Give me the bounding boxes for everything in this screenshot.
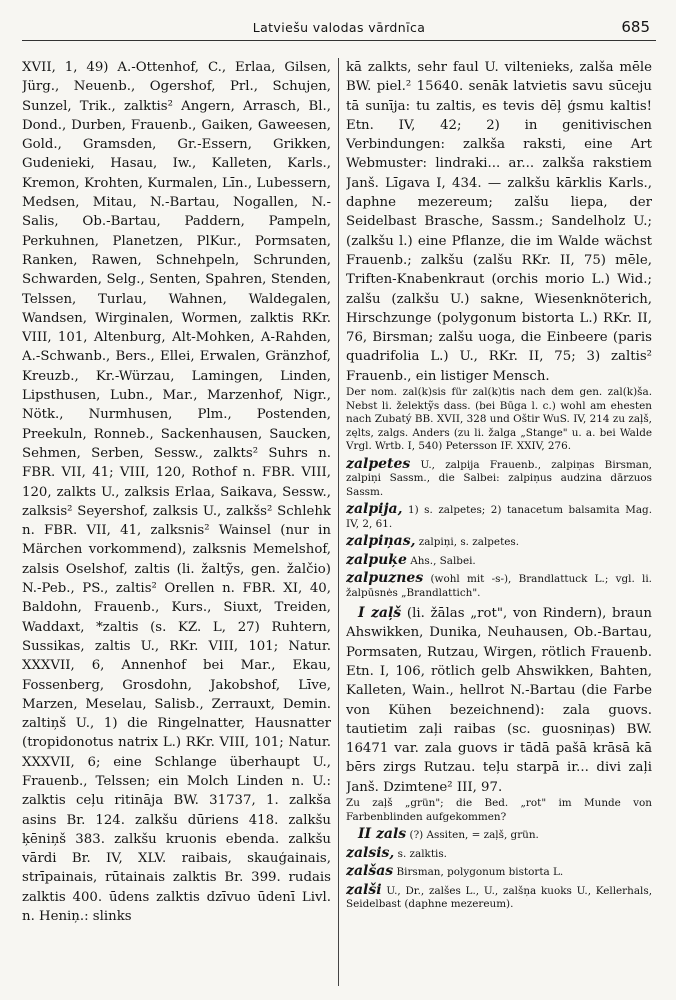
headword: zalšas [346, 863, 394, 880]
running-title: Latviešu valodas vārdnīca [252, 20, 426, 35]
entry-zalpuke [346, 551, 652, 569]
entry-zals-2 [346, 828, 652, 843]
entry-body: (wohl mit -s-), Brandlattuck L.; vgl. li. žalpūsnės „Brandlattich". [346, 573, 652, 599]
entry-zalpija [346, 503, 652, 531]
headword: zalpiņas, [346, 533, 416, 550]
headword: zalpuķe [346, 551, 407, 568]
entry-zalsis [346, 844, 652, 862]
column-divider [338, 58, 339, 986]
entry-body: U., Dr., zalšes L., U., zalšņa kuoks U., Kellerhals, Seidelbast (daphne mezereum). [346, 884, 652, 911]
entry-body: Birsman, polygonum bistorta L. [396, 866, 564, 879]
zalktis-etymology: Der nom. zal(k)sis für zal(k)tis nach dem gen. zal(k)šа. Nebst li. želektỹs dass. (bei Būga l. c.) wohl am ehesten nach Zubatý BB. XVII, 328 und Oštir WuS. IV, 214 zu zaļš, zęlts, zalgs. Anders (zu li. žalga „Stange" u. a. bei Walde Vrgl. Wrtb. I, 540) Petersson IF. XXIV, 276. [346, 386, 652, 453]
entry-zals-1-note: Zu zaļš „grün"; die Bed. „rot" im Munde von Farbenblinden aufgekommen? [346, 797, 652, 823]
headword: II zals [358, 826, 407, 843]
entry-body: (?) Assiten, = zaļš, grün. [409, 829, 539, 842]
entry-zalpetes [346, 455, 652, 500]
entry-zalpuznes [346, 572, 652, 600]
headword: zalsis, [346, 844, 395, 861]
zalktis-continuation: kā zalkts, sehr faul U. viltenieks, zalša mēle BW. piel.² 15640. senāk latvietis savu sūceju tā sunīja: tu zaltis, es tevis dēļ ģsmu kaltis! Etn. IV, 42; 2) in genitivischen Verbindungen: zalkša raksti, eine Art Webmuster: lindraki... ar... zalkša rakstiem Janš. Līgava I, 434. — zalkšu kārklis Karls., daphne mezereum; zalšu liepa, der Seidelbast Brasche, Sassm.; Sandelholz U.; (zalkšu l.) eine Pflanze, die im Walde wächst Frauenb.; zalkšu (zalšu RKr. II, 75) mēle, Triften-Knabenkraut (orchis morio L.) Wid.; zalšu (zalkšu U.) sakne, Wiesenknöterich, Hirschzunge (polygonum bistorta L.) RKr. II, 76, Birsman; zalšu uoga, die Einbeere (paris quadrifolia L.) U., RKr. II, 75; 3) zaltis² Frauenb., ein listiger Mensch. [346, 60, 652, 384]
entry-body: Ahs., Salbei. [410, 554, 476, 567]
headword: zalpetes [346, 455, 411, 472]
page-header [22, 14, 656, 41]
entry-zals-1 [346, 604, 652, 797]
page-number: 685 [621, 18, 650, 36]
left-column-text: XVII, 1, 49) A.-Ottenhof, C., Erlaa, Gilsen, Jürg., Neuenb., Ogershof, Prl., Schujen, Sunzel, Trik., zalktis² Angern, Arrasch, Bl., Dond., Durben, Frauenb., Gaiken, Gaweesen, Gold., Gramsden, Gr.-Essern, Grikken, Gudenieki, Hasau, Iw., Kalleten, Karls., Kremon, Krohten, Kurmalen, Līn., Lubessern, Medsen, Mitau, N.-Bartau, Nogallen, N.-Salis, Ob.-Bartau, Paddern, Pampeln, Perkuhnen, Planetzen, PlKur., Pormsaten, Ranken, Rawen, Schnehpeln, Schrunden, Schwarden, Selg., Senten, Spahren, Stenden, Telssen, Turlau, Wahnen, Waldegalen, Wandsen, Wirginalen, Wormen, zalktis RKr. VIII, 101, Altenburg, Alt-Mohken, A-Rahden, A.-Schwanb., Bers., Ellei, Erwalen, Gränzhof, Kreuzb., Kr.-Würzau, Lamingen, Linden, Lipsthusen, Lubn., Mar., Marzenhof, Nigr., Nötk., Nurmhusen, Plm., Postenden, Preekuln, Ronneb., Sackenhausen, Saucken, Sehmen, Serben, Sessw., zalkts² Suhrs n. FBR. VII, 41; VIII, 120, Rothof n. FBR. VIII, 120, zalkts U., zalksis Erlaa, Saikava, Sessw., zalksis² Seyershof, zalksis U., zalkšs² Schlehk n. FBR. VII, 41, zalksnis² Wainsel (nur in Märchen vorkommend), zalksnis Memelshof, zalsis Oselshof, zaltis (li. žaltỹs, gen. žalčio) N.-Peb., PS., zaltis² Orellen n. FBR. XI, 40, Baldohn, Frauenb., Kurs., Siuxt, Treiden, Waddaxt, *zaltis (s. KZ. L, 27) Ruhtern, Sussikas, zaltis U., RKr. VIII, 101; Natur. XXXVII, 6, Annenhof bei Mar., Ekau, Fossenberg, Grosdohn, Jakobshof, Līve, Marzen, Meselau, Salisb., Zerrauxt, Demin. zaltiņš U., 1) die Ringelnatter, Hausnatter (tropidonotus natrix L.) RKr. VIII, 101; Natur. XXXVII, 6; eine Schlange überhaupt U., Frauenb., Telssen; ein Molch Linden n. U.: zalktis ceļu ritināja BW. 31737, 1. zalkša asins Br. 124. zalkšu dūriens 418. zalkšu ķēniņš 383. zalkšu kruonis ebenda. zalkšu vārdi Br. IV, XLV. raibais, skauģainais, strīpainais, rūtainais zalktis Br. 399. rudais zalktis 400. ūdens zalktis dzīvuo ūdenī Livl. n. Heniņ.: slinks [22, 60, 331, 925]
entry-zalpinas [346, 535, 652, 550]
entry-body: zalpiņi, s. zalpetes. [418, 536, 520, 549]
right-column [346, 58, 652, 988]
headword: zalpuznes [346, 570, 424, 587]
entry-body: 1) s. zalpetes; 2) tanacetum balsamita Mag. IV, 2, 61. [346, 504, 652, 530]
left-column [22, 58, 331, 988]
headword: zalpija, [346, 501, 403, 518]
entry-body: (li. žālas „rot", von Rindern), braun Ahswikken, Dunika, Neuhausen, Ob.-Bartau, Pormsaten, Rutzau, Wirgen, rötlich Frauenb. Etn. I, 106, rötlich gelb Ahswikken, Bahten, Kalleten, Wain., hellrot N.-Bartau (die Farbe von Kühen bezeichnend): zala guovs. tautietim zaļi raibas (sc. guosniņas) BW. 16471 var. zala guovs ir tādā pašā krāsā kā bērs zirgs Rutzau. teļu starpā ir... divi zaļi Janš. Dzimtene² III, 97. [346, 606, 652, 795]
headword: I zaļš [358, 605, 402, 622]
entry-body: s. zalktis. [397, 847, 447, 860]
entry-zalsi [346, 881, 652, 912]
entry-zalsas [346, 865, 652, 880]
headword: zalši [346, 881, 382, 898]
entry-body: U., zalpija Frauenb., zalpiņas Birsman, zalpiņi Sassm., die Salbei: zalpiņus audzina dārzuos Sassm. [346, 458, 652, 498]
